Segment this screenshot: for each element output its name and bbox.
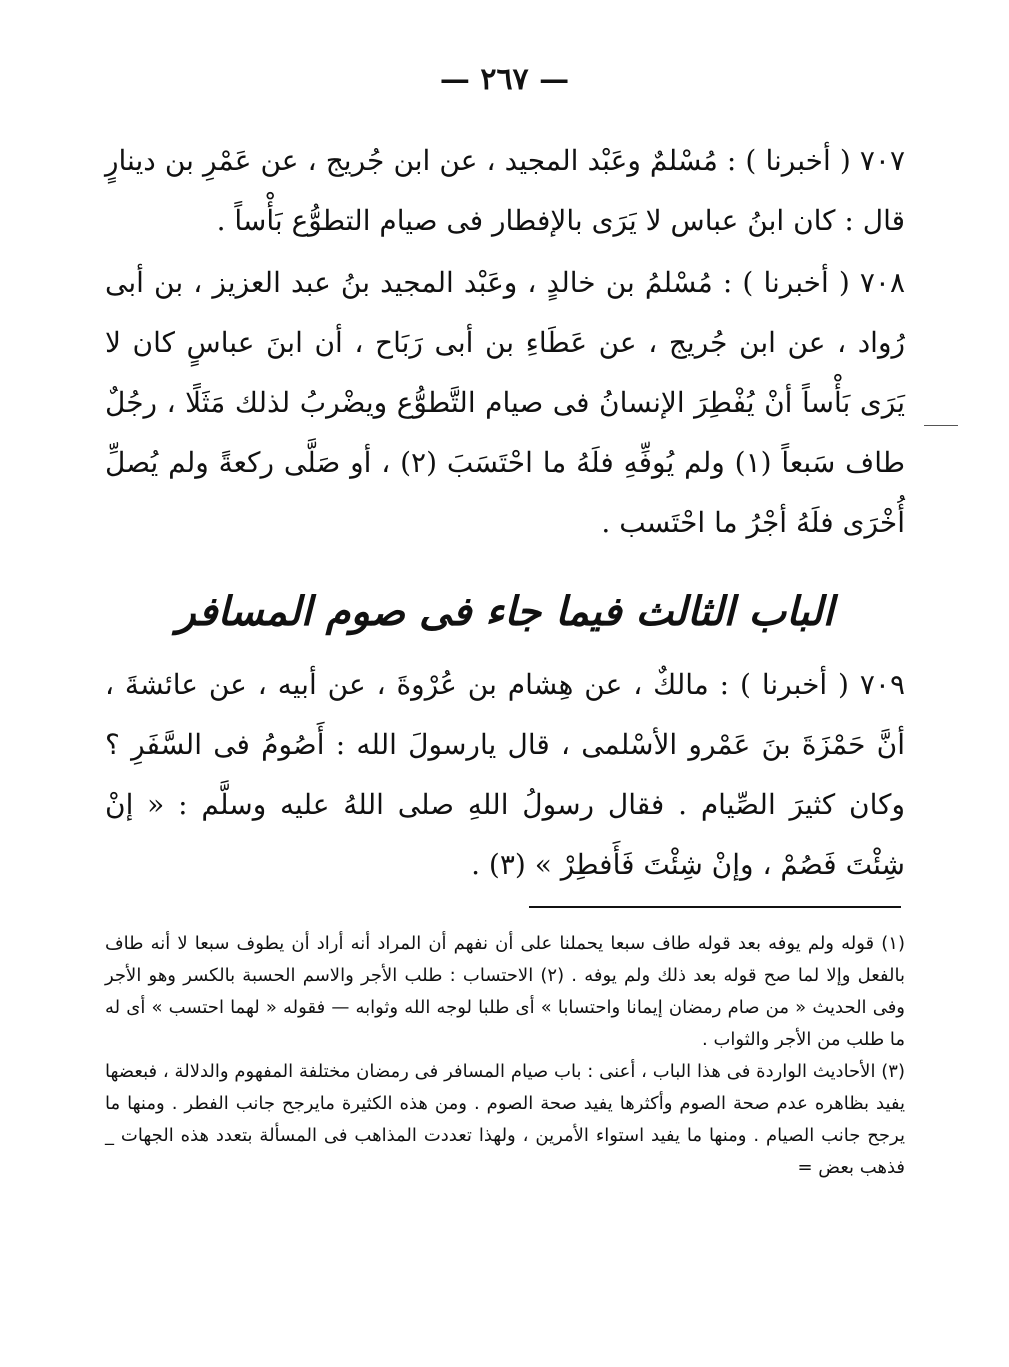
hadith-708: ٧٠٨ ( أخبرنا ) : مُسْلمُ بن خالدٍ ، وعَبْد المجيد بنُ عبد العزيز ، بن أبى رُواد ، عن ابن جُريج ، عن عَطَاءِ بن أبى رَبَاح ، أن ابنَ عباسٍ كان لا يَرَى بَأْساً أنْ يُفْطِرَ الإنسانُ فى صيام التَّطوُّع ويضْربُ لذلك مَثَلًا ، رجُلٌ طاف سَبعاً (١) ولم يُوفِّهِ فلَهُ ما احْتَسَبَ (٢) ، أو صَلَّى ركعةً ولم يُصلِّ أُخْرَى فلَهُ أجْرُ ما احْتَسب . (105, 266, 906, 539)
hadith-709: ٧٠٩ ( أخبرنا ) : مالكٌ ، عن هِشام بن عُرْوةَ ، عن أبيه ، عن عائشةَ ، أنَّ حَمْزَةَ بنَ عَمْرو الأسْلمى ، قال يارسولَ الله : أَصُومُ فى السَّفَرِ ؟ وكان كثيرَ الصِّيام . فقال رسولُ اللهِ صلى اللهُ عليه وسلَّم : « إنْ شِئْتَ فَصُمْ ، وإنْ شِئْتَ فَأَفطِرْ » (٣) . (105, 668, 906, 881)
footnote-3: (٣) الأحاديث الواردة فى هذا الباب ، أعنى : باب صيام المسافر فى رمضان مختلفة المفهوم والدلالة ، فبعضها يفيد بظاهره عدم صحة الصوم وأكثرها يفيد صحة الصوم . ومن هذه الكثيرة مايرجح جانب الفطر . ومنها ما يرجح جانب الصيام . ومنها ما يفيد استواء الأمرين ، ولهذا تعددت المذاهب فى المسألة بتعدد هذه الجهات _ فذهب بعض = (105, 1061, 905, 1178)
footnotes (105, 928, 905, 1184)
footnote-1-2: (١) قوله ولم يوفه بعد قوله طاف سبعا يحملنا على أن نفهم أن المراد أنه أراد أن يطوف سبعا لا أنه طاف بالفعل وإلا لما صح قوله بعد ذلك ولم يوفه . (٢) الاحتساب : طلب الأجر والاسم الحسبة بالكسر وهو الأجر وفى الحديث « من صام رمضان إيمانا واحتسابا » أى طلبا لوجه الله وثوابه — فقوله « لهما احتسب » أى له ما طلب من الأجر والثواب . (105, 933, 905, 1050)
margin-mark (924, 425, 958, 426)
chapter-heading: الباب الثالث فيما جاء فى صوم المسافر (176, 588, 834, 635)
page-number: — ٢٦٧ — (439, 62, 570, 97)
hadith-707: ٧٠٧ ( أخبرنا ) : مُسْلمٌ وعَبْد المجيد ، عن ابن جُريج ، عن عَمْرِ بن دينارٍ قال : كان ابنُ عباس لا يَرَى بالإفطار فى صيام التطوُّع بَأْساً . (105, 144, 905, 237)
footnote-divider (529, 906, 901, 908)
